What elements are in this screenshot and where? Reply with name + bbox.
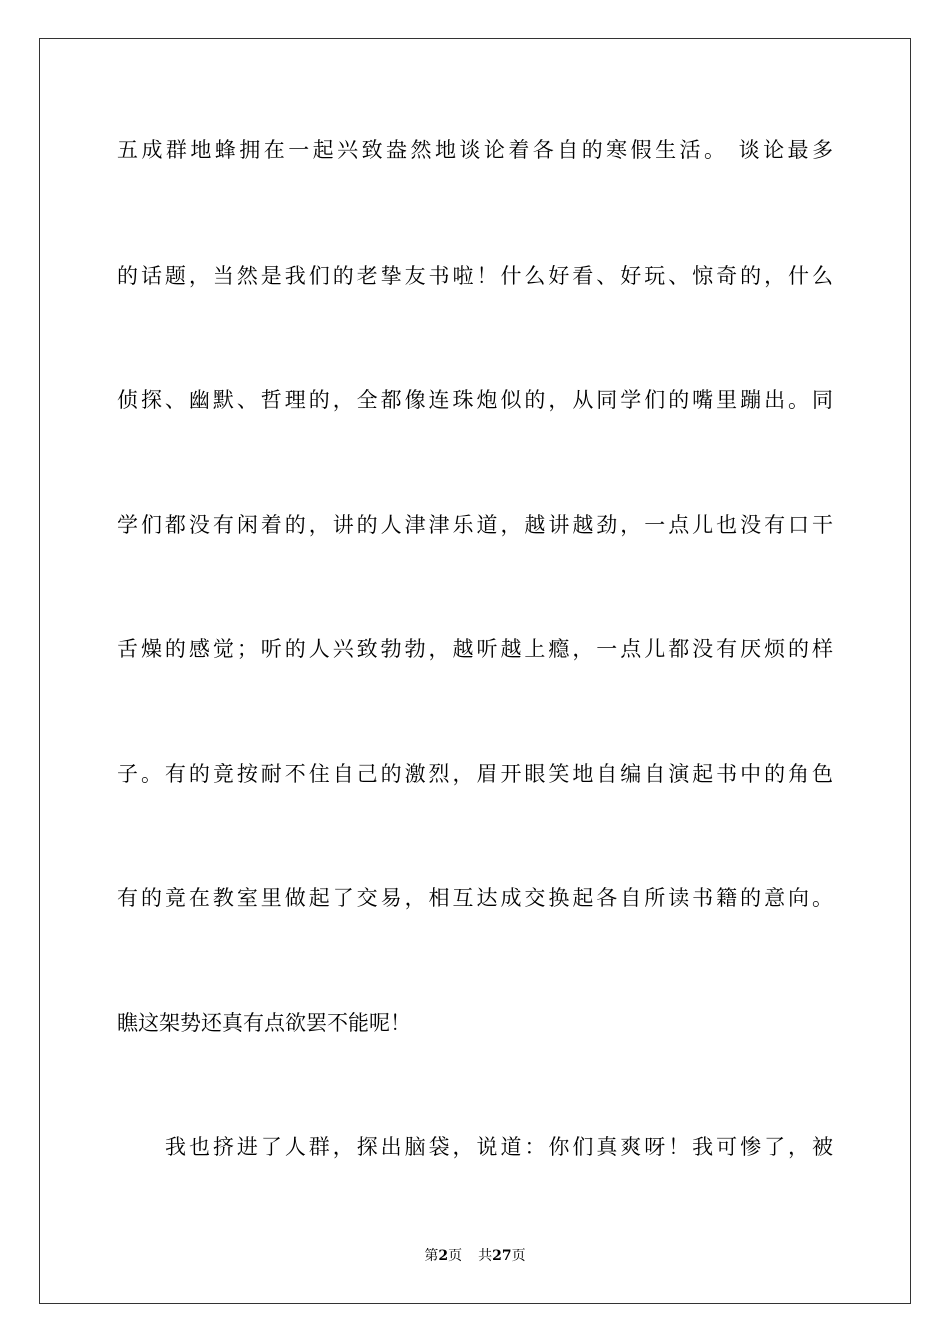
text-line-1: 五成群地蜂拥在一起兴致盎然地谈论着各自的寒假生活。 谈论最多 [117,138,833,162]
page-footer [0,1246,950,1266]
footer-total-prefix: 共 [478,1248,493,1264]
page-border [39,38,911,1304]
text-line-5: 舌燥的感觉；听的人兴致勃勃，越听越上瘾，一点儿都没有厌烦的样 [117,637,833,661]
text-line-8: 瞧这架势还真有点欲罢不能呢！ [117,1011,411,1035]
footer-page-prefix: 第 [424,1248,439,1264]
text-line-4: 学们都没有闲着的，讲的人津津乐道，越讲越劲，一点儿也没有口干 [117,513,833,537]
footer-page-number: 2 [438,1248,449,1264]
footer-page-suffix: 页 [448,1248,463,1264]
text-line-2: 的话题，当然是我们的老挚友书啦！什么好看、好玩、惊奇的，什么 [117,264,833,288]
footer-total-suffix: 页 [511,1248,526,1264]
text-line-7: 有的竟在教室里做起了交易，相互达成交换起各自所读书籍的意向。 [117,886,833,910]
footer-total-pages: 27 [492,1248,512,1264]
text-line-9: 我也挤进了人群，探出脑袋，说道：你们真爽呀！我可惨了，被 [165,1135,833,1159]
text-line-6: 子。有的竟按耐不住自己的激烈，眉开眼笑地自编自演起书中的角色 [117,762,833,786]
text-line-3: 侦探、幽默、哲理的，全都像连珠炮似的，从同学们的嘴里蹦出。同 [117,388,833,412]
